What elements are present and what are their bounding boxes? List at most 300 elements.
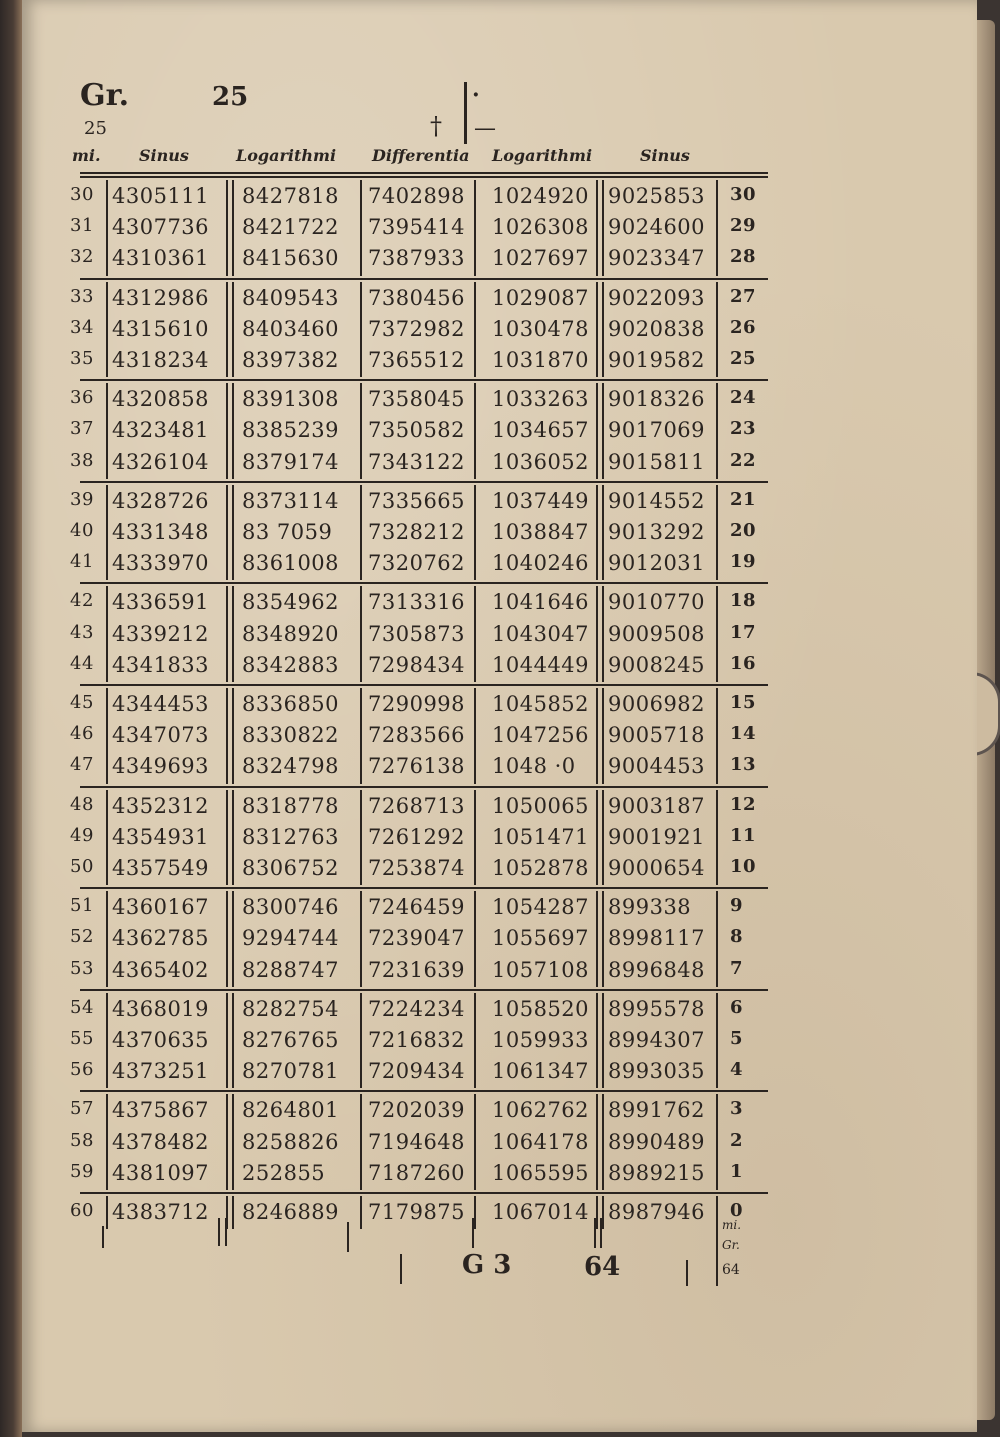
row-sinus-complement: 8996848 bbox=[608, 957, 706, 982]
row-logarithm-complement: 1047256 bbox=[492, 723, 590, 748]
row-minute: 56 bbox=[70, 1059, 94, 1081]
row-logarithm-complement: 1026308 bbox=[492, 215, 590, 240]
column-divider bbox=[716, 688, 718, 784]
row-logarithm: 8276765 bbox=[242, 1028, 340, 1052]
header-dash: — bbox=[474, 116, 496, 141]
row-sinus-complement: 9009508 bbox=[608, 621, 706, 646]
column-divider bbox=[226, 485, 228, 581]
row-sinus: 4336591 bbox=[112, 590, 210, 615]
column-divider bbox=[106, 790, 108, 886]
row-minute: 54 bbox=[70, 996, 94, 1018]
footer-rule-9 bbox=[686, 1260, 688, 1286]
column-divider bbox=[106, 993, 108, 1089]
row-complement-minute: 13 bbox=[730, 754, 757, 776]
row-sinus-complement: 9010770 bbox=[608, 590, 706, 615]
row-sinus-complement: 9020838 bbox=[608, 316, 706, 341]
column-divider bbox=[360, 790, 362, 886]
column-divider bbox=[596, 891, 598, 987]
group-rule bbox=[80, 786, 768, 788]
row-difference: 7194648 bbox=[368, 1129, 466, 1154]
row-difference: 7313316 bbox=[368, 590, 466, 615]
column-divider bbox=[226, 282, 228, 378]
row-difference: 7261292 bbox=[368, 824, 466, 849]
row-logarithm: 8258826 bbox=[242, 1129, 340, 1154]
row-minute: 52 bbox=[70, 926, 94, 948]
footer-minutes-label: mi. bbox=[722, 1218, 742, 1232]
column-divider bbox=[106, 1094, 108, 1190]
row-complement-minute: 12 bbox=[730, 793, 757, 815]
row-logarithm-complement: 1067014 bbox=[492, 1200, 590, 1224]
row-complement-minute: 10 bbox=[730, 856, 757, 877]
row-difference: 7268713 bbox=[368, 793, 466, 818]
row-minute: 46 bbox=[70, 723, 94, 745]
row-minute: 36 bbox=[70, 387, 94, 409]
row-logarithm: 8415630 bbox=[242, 246, 340, 271]
row-sinus: 4352312 bbox=[112, 793, 210, 818]
row-sinus-complement: 8989215 bbox=[608, 1160, 706, 1185]
row-complement-minute: 24 bbox=[730, 387, 757, 409]
row-sinus: 4326104 bbox=[112, 449, 210, 474]
row-logarithm-complement: 1030478 bbox=[492, 316, 590, 341]
footer-degree: 64 bbox=[584, 1252, 621, 1282]
header-dagger: † bbox=[430, 112, 442, 140]
column-divider bbox=[360, 180, 362, 276]
header-dot: · bbox=[472, 82, 480, 108]
row-sinus-complement: 9000654 bbox=[608, 856, 706, 880]
column-divider bbox=[716, 282, 718, 378]
row-difference: 7209434 bbox=[368, 1059, 466, 1084]
row-complement-minute: 15 bbox=[730, 692, 757, 713]
footer-rule-8 bbox=[600, 1218, 602, 1248]
row-sinus-complement: 9019582 bbox=[608, 348, 706, 372]
row-logarithm-complement: 1064178 bbox=[492, 1129, 590, 1154]
column-divider bbox=[232, 485, 234, 581]
row-minute: 38 bbox=[70, 449, 94, 471]
row-sinus: 4333970 bbox=[112, 551, 210, 576]
row-logarithm: 8342883 bbox=[242, 652, 340, 677]
row-difference: 7387933 bbox=[368, 246, 466, 271]
row-logarithm-complement: 1051471 bbox=[492, 824, 590, 849]
column-divider bbox=[106, 586, 108, 682]
column-divider bbox=[716, 790, 718, 886]
column-divider bbox=[474, 282, 476, 378]
row-complement-minute: 1 bbox=[730, 1160, 744, 1182]
row-sinus-complement: 9013292 bbox=[608, 520, 706, 544]
row-logarithm: 8306752 bbox=[242, 856, 340, 880]
row-difference: 7187260 bbox=[368, 1160, 466, 1185]
column-divider bbox=[716, 993, 718, 1089]
column-divider bbox=[474, 891, 476, 987]
row-logarithm: 8348920 bbox=[242, 621, 340, 646]
column-divider bbox=[596, 993, 598, 1089]
column-header-logarithmi: Logarithmi bbox=[236, 146, 337, 165]
column-divider bbox=[106, 1196, 108, 1229]
row-sinus-complement: 8994307 bbox=[608, 1028, 706, 1052]
row-logarithm: 8409543 bbox=[242, 285, 340, 310]
column-divider bbox=[226, 790, 228, 886]
row-complement-minute: 14 bbox=[730, 723, 757, 745]
row-difference: 7365512 bbox=[368, 348, 466, 372]
row-complement-minute: 6 bbox=[730, 996, 744, 1018]
column-divider bbox=[226, 586, 228, 682]
row-logarithm-complement: 1037449 bbox=[492, 488, 590, 513]
row-complement-minute: 22 bbox=[730, 449, 757, 471]
column-divider bbox=[360, 993, 362, 1089]
row-sinus: 4362785 bbox=[112, 926, 210, 951]
row-minute: 49 bbox=[70, 824, 94, 846]
row-logarithm-complement: 1045852 bbox=[492, 692, 590, 716]
row-logarithm: 8324798 bbox=[242, 754, 340, 779]
column-divider bbox=[232, 586, 234, 682]
column-divider bbox=[602, 891, 604, 987]
column-divider bbox=[474, 383, 476, 479]
row-sinus: 4360167 bbox=[112, 895, 210, 920]
column-divider bbox=[596, 1196, 598, 1229]
column-divider bbox=[474, 993, 476, 1089]
row-complement-minute: 16 bbox=[730, 652, 757, 674]
row-sinus-complement: 9018326 bbox=[608, 387, 706, 412]
row-sinus: 4310361 bbox=[112, 246, 210, 271]
row-sinus-complement: 9012031 bbox=[608, 551, 706, 576]
column-header-differentia: Differentia bbox=[372, 146, 470, 165]
row-minute: 50 bbox=[70, 856, 94, 877]
column-divider bbox=[716, 383, 718, 479]
column-divider bbox=[602, 282, 604, 378]
column-divider bbox=[360, 586, 362, 682]
row-sinus: 4331348 bbox=[112, 520, 210, 544]
row-logarithm: 8403460 bbox=[242, 316, 340, 341]
row-difference: 7402898 bbox=[368, 184, 466, 208]
column-divider bbox=[106, 891, 108, 987]
row-logarithm: 8330822 bbox=[242, 723, 340, 748]
row-difference: 7276138 bbox=[368, 754, 466, 779]
column-divider bbox=[232, 383, 234, 479]
row-minute: 51 bbox=[70, 895, 94, 917]
row-logarithm-complement: 1040246 bbox=[492, 551, 590, 576]
row-logarithm: 8246889 bbox=[242, 1200, 340, 1224]
row-sinus-complement: 8998117 bbox=[608, 926, 706, 951]
column-divider bbox=[360, 1196, 362, 1229]
column-divider bbox=[596, 282, 598, 378]
row-sinus: 4320858 bbox=[112, 387, 210, 412]
column-divider bbox=[106, 485, 108, 581]
row-logarithm-complement: 1065595 bbox=[492, 1160, 590, 1185]
row-logarithm: 8379174 bbox=[242, 449, 340, 474]
column-divider bbox=[474, 586, 476, 682]
row-minute: 47 bbox=[70, 754, 94, 776]
column-divider bbox=[596, 688, 598, 784]
row-minute: 35 bbox=[70, 348, 94, 369]
row-difference: 7224234 bbox=[368, 996, 466, 1021]
row-complement-minute: 18 bbox=[730, 590, 757, 612]
footer-rule-10 bbox=[716, 1218, 718, 1286]
row-sinus-complement: 9003187 bbox=[608, 793, 706, 818]
row-sinus-complement: 9017069 bbox=[608, 418, 706, 443]
row-sinus: 4307736 bbox=[112, 215, 210, 240]
row-logarithm-complement: 1038847 bbox=[492, 520, 590, 544]
column-divider bbox=[360, 688, 362, 784]
row-sinus: 4370635 bbox=[112, 1028, 210, 1052]
column-divider bbox=[474, 485, 476, 581]
row-difference: 7358045 bbox=[368, 387, 466, 412]
column-divider bbox=[596, 383, 598, 479]
footer-rule-1 bbox=[102, 1226, 104, 1248]
column-divider bbox=[474, 688, 476, 784]
row-logarithm-complement: 1057108 bbox=[492, 957, 590, 982]
row-minute: 33 bbox=[70, 285, 94, 307]
row-logarithm-complement: 1031870 bbox=[492, 348, 590, 372]
book-page bbox=[22, 0, 977, 1432]
group-rule bbox=[80, 176, 768, 178]
row-difference: 7372982 bbox=[368, 316, 466, 341]
row-logarithm-complement: 1062762 bbox=[492, 1098, 590, 1123]
row-minute: 30 bbox=[70, 184, 94, 205]
row-minute: 59 bbox=[70, 1160, 94, 1182]
row-logarithm: 8312763 bbox=[242, 824, 340, 849]
column-divider bbox=[360, 282, 362, 378]
row-logarithm-complement: 1024920 bbox=[492, 184, 590, 208]
column-divider bbox=[106, 688, 108, 784]
row-sinus: 4349693 bbox=[112, 754, 210, 779]
row-minute: 45 bbox=[70, 692, 94, 713]
row-logarithm-complement: 1029087 bbox=[492, 285, 590, 310]
row-difference: 7335665 bbox=[368, 488, 466, 513]
row-logarithm: 8421722 bbox=[242, 215, 340, 240]
row-sinus: 4315610 bbox=[112, 316, 210, 341]
header-degree-small: 25 bbox=[84, 118, 107, 139]
row-minute: 57 bbox=[70, 1098, 94, 1120]
row-sinus-complement: 8990489 bbox=[608, 1129, 706, 1154]
row-difference: 7395414 bbox=[368, 215, 466, 240]
row-sinus: 4378482 bbox=[112, 1129, 210, 1154]
row-logarithm-complement: 1059933 bbox=[492, 1028, 590, 1052]
row-minute: 37 bbox=[70, 418, 94, 440]
row-difference: 7246459 bbox=[368, 895, 466, 920]
row-sinus-complement: 899338 bbox=[608, 895, 692, 920]
footer-rule-7 bbox=[594, 1218, 596, 1248]
row-logarithm-complement: 1044449 bbox=[492, 652, 590, 677]
row-sinus-complement: 9001921 bbox=[608, 824, 706, 849]
row-logarithm: 8336850 bbox=[242, 692, 340, 716]
row-difference: 7328212 bbox=[368, 520, 466, 544]
row-difference: 7350582 bbox=[368, 418, 466, 443]
row-sinus: 4328726 bbox=[112, 488, 210, 513]
row-minute: 39 bbox=[70, 488, 94, 510]
footer-rule-4 bbox=[347, 1222, 349, 1252]
column-divider bbox=[232, 180, 234, 276]
group-rule bbox=[80, 481, 768, 483]
row-logarithm-complement: 1034657 bbox=[492, 418, 590, 443]
column-divider bbox=[602, 485, 604, 581]
row-sinus-complement: 8987946 bbox=[608, 1200, 706, 1224]
row-logarithm-complement: 1052878 bbox=[492, 856, 590, 880]
column-divider bbox=[716, 891, 718, 987]
row-logarithm-complement: 1054287 bbox=[492, 895, 590, 920]
row-logarithm-complement: 1041646 bbox=[492, 590, 590, 615]
column-divider bbox=[232, 1094, 234, 1190]
row-complement-minute: 7 bbox=[730, 957, 744, 979]
column-divider bbox=[716, 180, 718, 276]
column-divider bbox=[716, 586, 718, 682]
row-sinus: 4305111 bbox=[112, 184, 210, 208]
row-logarithm: 8282754 bbox=[242, 996, 340, 1021]
row-minute: 55 bbox=[70, 1028, 94, 1049]
column-divider bbox=[602, 688, 604, 784]
group-rule bbox=[80, 379, 768, 381]
row-complement-minute: 0 bbox=[730, 1200, 744, 1221]
row-minute: 53 bbox=[70, 957, 94, 979]
row-logarithm-complement: 1043047 bbox=[492, 621, 590, 646]
column-divider bbox=[716, 1094, 718, 1190]
row-logarithm: 8288747 bbox=[242, 957, 340, 982]
column-divider bbox=[602, 1094, 604, 1190]
row-sinus-complement: 9005718 bbox=[608, 723, 706, 748]
row-complement-minute: 27 bbox=[730, 285, 757, 307]
column-divider bbox=[360, 383, 362, 479]
row-logarithm-complement: 1055697 bbox=[492, 926, 590, 951]
column-divider bbox=[474, 1094, 476, 1190]
row-sinus: 4354931 bbox=[112, 824, 210, 849]
row-difference: 7253874 bbox=[368, 856, 466, 880]
column-divider bbox=[474, 1196, 476, 1229]
row-complement-minute: 29 bbox=[730, 215, 757, 237]
row-minute: 34 bbox=[70, 316, 94, 338]
row-sinus: 4373251 bbox=[112, 1059, 210, 1084]
row-sinus-complement: 8995578 bbox=[608, 996, 706, 1021]
row-logarithm: 8300746 bbox=[242, 895, 340, 920]
row-sinus: 4381097 bbox=[112, 1160, 210, 1185]
column-divider bbox=[226, 180, 228, 276]
row-sinus: 4357549 bbox=[112, 856, 210, 880]
header-rule bbox=[80, 172, 768, 174]
row-logarithm-complement: 1050065 bbox=[492, 793, 590, 818]
column-divider bbox=[226, 1094, 228, 1190]
column-divider bbox=[232, 891, 234, 987]
row-minute: 31 bbox=[70, 215, 94, 237]
row-complement-minute: 11 bbox=[730, 824, 757, 846]
column-divider bbox=[226, 383, 228, 479]
row-minute: 43 bbox=[70, 621, 94, 643]
row-logarithm-complement: 1061347 bbox=[492, 1059, 590, 1084]
row-difference: 7216832 bbox=[368, 1028, 466, 1052]
row-complement-minute: 3 bbox=[730, 1098, 744, 1120]
footer-rule-2 bbox=[218, 1218, 220, 1246]
row-sinus: 4347073 bbox=[112, 723, 210, 748]
column-divider bbox=[716, 485, 718, 581]
row-logarithm-complement: 1048 ·0 bbox=[492, 754, 576, 779]
row-sinus-complement: 9004453 bbox=[608, 754, 706, 779]
header-bar bbox=[464, 82, 467, 144]
row-logarithm: 8270781 bbox=[242, 1059, 340, 1084]
row-difference: 7298434 bbox=[368, 652, 466, 677]
row-complement-minute: 19 bbox=[730, 551, 757, 573]
row-logarithm-complement: 1027697 bbox=[492, 246, 590, 271]
row-sinus-complement: 9022093 bbox=[608, 285, 706, 310]
row-difference: 7179875 bbox=[368, 1200, 466, 1224]
row-sinus: 4339212 bbox=[112, 621, 210, 646]
row-logarithm: 8391308 bbox=[242, 387, 340, 412]
row-complement-minute: 26 bbox=[730, 316, 757, 338]
book-spine bbox=[0, 0, 22, 1437]
column-header-sinus: Sinus bbox=[139, 146, 189, 165]
row-sinus: 4344453 bbox=[112, 692, 210, 716]
row-complement-minute: 21 bbox=[730, 488, 757, 510]
row-logarithm-complement: 1033263 bbox=[492, 387, 590, 412]
column-divider bbox=[232, 1196, 234, 1229]
column-header-logarithmi-2: Logarithmi bbox=[492, 146, 593, 165]
row-sinus-complement: 9023347 bbox=[608, 246, 706, 271]
footer-rule-5 bbox=[400, 1254, 402, 1284]
row-difference: 7290998 bbox=[368, 692, 466, 716]
column-divider bbox=[602, 586, 604, 682]
row-difference: 7283566 bbox=[368, 723, 466, 748]
row-difference: 7305873 bbox=[368, 621, 466, 646]
column-divider bbox=[596, 586, 598, 682]
column-divider bbox=[232, 688, 234, 784]
row-sinus-complement: 9006982 bbox=[608, 692, 706, 716]
row-complement-minute: 28 bbox=[730, 246, 757, 268]
row-logarithm: 8427818 bbox=[242, 184, 340, 208]
column-divider bbox=[602, 180, 604, 276]
row-sinus-complement: 9025853 bbox=[608, 184, 706, 208]
row-complement-minute: 30 bbox=[730, 184, 757, 205]
column-header-sinus-2: Sinus bbox=[640, 146, 690, 165]
row-logarithm: 8373114 bbox=[242, 488, 340, 513]
row-difference: 7320762 bbox=[368, 551, 466, 576]
column-divider bbox=[106, 383, 108, 479]
row-difference: 7231639 bbox=[368, 957, 466, 982]
column-divider bbox=[474, 180, 476, 276]
row-logarithm: 8361008 bbox=[242, 551, 340, 576]
row-sinus: 4375867 bbox=[112, 1098, 210, 1123]
group-rule bbox=[80, 887, 768, 889]
column-divider bbox=[232, 993, 234, 1089]
column-divider bbox=[106, 282, 108, 378]
row-logarithm: 8385239 bbox=[242, 418, 340, 443]
column-divider bbox=[232, 790, 234, 886]
row-complement-minute: 17 bbox=[730, 621, 757, 643]
row-sinus-complement: 8991762 bbox=[608, 1098, 706, 1123]
column-divider bbox=[226, 891, 228, 987]
row-minute: 40 bbox=[70, 520, 94, 541]
column-divider bbox=[602, 1196, 604, 1229]
column-divider bbox=[226, 688, 228, 784]
row-difference: 7202039 bbox=[368, 1098, 466, 1123]
row-complement-minute: 23 bbox=[730, 418, 757, 440]
group-rule bbox=[80, 582, 768, 584]
footer-rule-3 bbox=[225, 1218, 227, 1246]
row-sinus: 4318234 bbox=[112, 348, 210, 372]
row-complement-minute: 8 bbox=[730, 926, 744, 948]
row-complement-minute: 20 bbox=[730, 520, 757, 541]
group-rule bbox=[80, 1192, 768, 1194]
header-gr-label: Gr. bbox=[80, 78, 130, 113]
column-divider bbox=[602, 383, 604, 479]
row-logarithm: 8264801 bbox=[242, 1098, 340, 1123]
row-sinus-complement: 8993035 bbox=[608, 1059, 706, 1084]
column-divider bbox=[602, 790, 604, 886]
row-minute: 44 bbox=[70, 652, 94, 674]
row-sinus: 4312986 bbox=[112, 285, 210, 310]
row-sinus: 4368019 bbox=[112, 996, 210, 1021]
column-divider bbox=[474, 790, 476, 886]
row-minute: 48 bbox=[70, 793, 94, 815]
footer-degree-small: 64 bbox=[722, 1262, 740, 1278]
row-difference: 7343122 bbox=[368, 449, 466, 474]
row-minute: 42 bbox=[70, 590, 94, 612]
column-header-minutes: mi. bbox=[72, 146, 101, 165]
row-sinus: 4365402 bbox=[112, 957, 210, 982]
